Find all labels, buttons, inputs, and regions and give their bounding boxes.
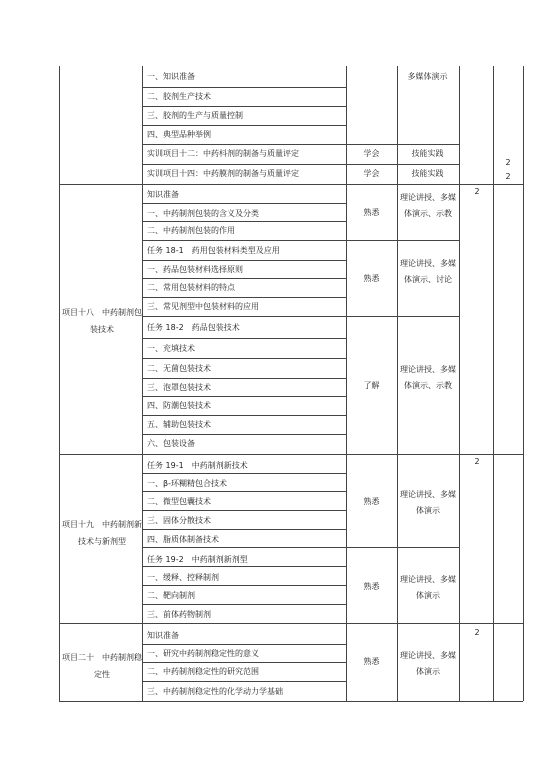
table-rule — [59, 184, 523, 185]
item-row: 二、微型包囊技术 — [147, 497, 211, 506]
table-rule — [142, 378, 346, 379]
table-rule — [142, 144, 459, 145]
teaching-method: 理论讲授、多媒体演示 — [400, 651, 456, 676]
table-rule — [142, 260, 346, 261]
table-rule — [142, 491, 346, 492]
table-rule — [142, 396, 346, 397]
project-name: 项目十九 中药制剂新技术与新剂型 — [62, 520, 142, 546]
teaching-method: 理论讲授、多媒体演示 — [400, 490, 456, 515]
table-rule — [142, 164, 459, 165]
item-row: 四、防潮包装技术 — [147, 401, 211, 410]
table-rule — [142, 604, 346, 605]
training-label: 实训项目十二：中药枓剂的制备与质量评定 — [147, 149, 299, 158]
table-rule — [59, 701, 523, 702]
table-rule — [142, 681, 346, 682]
requirement: 了解 — [363, 381, 380, 390]
teaching-method: 理论讲授、多媒体演示、讨论 — [400, 259, 456, 284]
hours-value: 2 — [474, 187, 480, 196]
table-rule — [142, 510, 346, 511]
item-row: 二、中药制剂包装的作用 — [147, 226, 235, 235]
requirement: 熟悉 — [363, 208, 380, 217]
item-row: 二、常用包装材料的特点 — [147, 283, 235, 292]
table-rule — [493, 66, 494, 701]
item-row: 四、脂质体制备技术 — [147, 535, 219, 544]
item-row: 二、胶剂生产技术 — [147, 92, 211, 101]
teaching-method: 理论讲授、多媒体演示、示教 — [400, 193, 456, 218]
table-rule — [142, 585, 346, 586]
table-rule — [142, 221, 346, 222]
item-row: 二、中药制剂稳定性的研究范围 — [147, 667, 259, 676]
table-rule — [346, 66, 347, 701]
item-row: 三、常见剂型中包装材料的应用 — [147, 302, 259, 311]
requirement: 熟悉 — [363, 657, 380, 666]
table-rule — [142, 358, 346, 359]
table-rule — [142, 473, 346, 474]
project-name: 项目二十 中药制剂稳定性 — [62, 653, 142, 679]
item-row: 六、包装设备 — [147, 439, 195, 448]
table-rule — [142, 106, 346, 107]
table-rule — [142, 529, 346, 530]
table-rule — [397, 66, 398, 701]
item-row: 知识准备 — [147, 631, 179, 640]
item-row: 任务 18-2 药品包装技术 — [147, 323, 240, 332]
teaching-method: 技能实践 — [411, 149, 444, 158]
teaching-method: 理论讲授、多媒体演示、示教 — [400, 365, 456, 390]
item-row: 一、β-环糊精包合技术 — [147, 479, 227, 488]
item-row: 知识准备 — [147, 190, 179, 199]
hours-value: 2 — [505, 172, 511, 181]
item-row: 一、中药制剂包装的含义及分类 — [147, 209, 259, 218]
requirement: 熟悉 — [363, 582, 380, 591]
item-row: 三、固体分散技术 — [147, 516, 211, 525]
table-rule — [142, 547, 459, 548]
item-row: 一、缓释、控释制剂 — [147, 573, 219, 582]
table-rule — [142, 566, 346, 567]
item-row: 三、胶剂的生产与质量控制 — [147, 111, 243, 120]
item-row: 任务 18-1 药用包装材料类型及应用 — [147, 246, 280, 255]
table-rule — [142, 125, 346, 126]
item-row: 三、泡罩包装技术 — [147, 383, 211, 392]
hours-value: 2 — [474, 457, 480, 466]
project-name: 项目十八 中药制剂包装技术 — [62, 308, 142, 334]
table-rule — [523, 66, 524, 701]
table-rule — [142, 203, 346, 204]
table-rule — [459, 66, 460, 701]
table-rule — [142, 434, 346, 435]
table-rule — [142, 240, 459, 241]
item-row: 四、典型品种举例 — [147, 130, 211, 139]
teaching-method: 多媒体演示 — [407, 72, 448, 81]
item-row: 一、药品包装材料选择原则 — [147, 265, 243, 274]
training-label: 实训项目十四：中药膜剂的制备与质量评定 — [147, 169, 299, 178]
teaching-method: 技能实践 — [411, 169, 444, 178]
item-row: 二、靶向制剂 — [147, 591, 195, 600]
requirement: 熟悉 — [363, 497, 380, 506]
teaching-method: 理论讲授、多媒体演示 — [400, 575, 456, 600]
hours-value: 2 — [505, 158, 511, 167]
item-row: 三、中药制剂稳定性的化学动力学基础 — [147, 687, 283, 696]
table-rule — [142, 297, 346, 298]
table-rule — [142, 644, 346, 645]
requirement: 学会 — [363, 149, 380, 158]
hours-value: 2 — [474, 628, 480, 637]
table-rule — [142, 66, 143, 701]
item-row: 任务 19-2 中药制剂新剂型 — [147, 555, 248, 564]
item-row: 二、无菌包装技术 — [147, 364, 211, 373]
table-rule — [142, 338, 346, 339]
table-rule — [142, 316, 459, 317]
item-row: 一、研究中药制剂稳定性的意义 — [147, 649, 259, 658]
table-rule — [59, 454, 523, 455]
requirement: 熟悉 — [363, 274, 380, 283]
item-row: 一、知识准备 — [147, 72, 195, 81]
table-rule — [142, 415, 346, 416]
table-rule — [142, 662, 346, 663]
item-row: 任务 19-1 中药制剂新技术 — [147, 461, 248, 470]
table-rule — [59, 623, 523, 624]
table-rule — [142, 87, 346, 88]
item-row: 三、前体药物制剂 — [147, 610, 211, 619]
table-rule — [59, 66, 60, 701]
table-rule — [142, 278, 346, 279]
requirement: 学会 — [363, 169, 380, 178]
item-row: 一、充填技术 — [147, 344, 195, 353]
item-row: 五、辅助包装技术 — [147, 420, 211, 429]
